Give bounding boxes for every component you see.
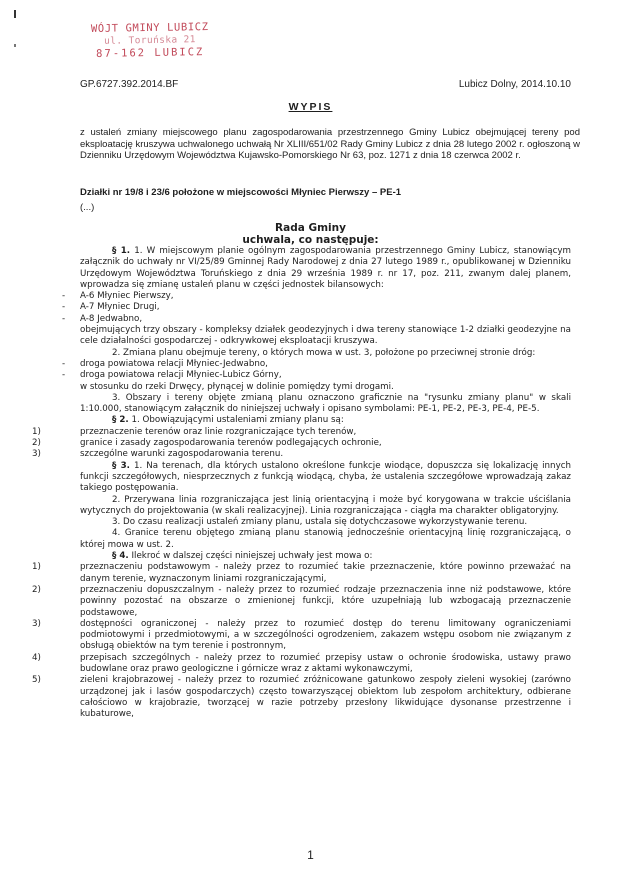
office-stamp — [80, 21, 221, 60]
list-number: 2) — [32, 438, 41, 449]
list-item — [0, 562, 621, 585]
list-item — [0, 438, 621, 449]
list-item-text: szczególne warunki zagospodarowania terenu. — [80, 449, 284, 460]
list-item-text: A-8 Jedwabno, — [80, 313, 143, 324]
list-number: 4) — [32, 652, 41, 663]
list-number: 1) — [32, 562, 41, 573]
list-item — [0, 359, 621, 370]
list-item-text: przeznaczenie terenów oraz linie rozgraniczające tych terenów, — [80, 426, 357, 437]
list-item — [0, 585, 621, 619]
list-item-text: przepisach szczególnych - należy przez to rozumieć przepisy ustaw o ochronie środowiska, ustawy prawo budowlane oraz prawo geologiczne i górnicze wraz z aktami wykonawczymi, — [80, 652, 571, 674]
dash-marker: - — [62, 291, 66, 302]
section-4-paragraph — [0, 551, 621, 562]
section-1-paragraph — [0, 246, 621, 291]
intro-paragraph: z ustaleń zmiany miejscowego planu zagospodarowania przestrzennego Gminy Lubicz obejmującej tereny pod eksploatację kruszywa uchwalonego uchwałą Nr XLIII/651/02 Rady Gminy Lubicz z dnia 28 lutego 2002 r. ogłoszoną w Dzienniku Urzędowym Województwa Kujawsko-Pomorskiego Nr 63, poz. 1271 z dnia 18 czerwca 2002 r. — [80, 127, 580, 161]
section-text: 1. Na terenach, dla których ustalono określone funkcje wiodące, dopuszcza się lokalizację innych funkcji szczegółowych, niesprzecznych z funkcją wiodącą, chyba, że ustalenia szczegółowe wprowadzają zakaz takiego postępowania. — [80, 460, 571, 494]
section-text: Ilekroć w dalszej części niniejszej uchwały jest mowa o: — [128, 551, 373, 562]
list-item-text: granice i zasady zagospodarowania terenów podlegających ochronie, — [80, 438, 382, 449]
stamp-line-2: ul. Toruńska 21 — [104, 34, 196, 47]
paragraph: obejmujących trzy obszary - kompleksy działek geodezyjnych i dwa tereny stanowiące 1-2 działki geodezyjne na cele działalności gospodarczej - odkrywkowej eksploatacji kruszywa. — [80, 325, 571, 347]
list-item-text: dostępności ograniczonej - należy przez to rozumieć dostęp do terenu limitowany ograniczeniami podmiotowymi i przedmiotowymi, a w szczególności ogrodzeniem, zakazem wstępu osobom nie związanym z obsługą obiektów na tym terenie i postronnym, — [80, 618, 571, 652]
list-item-text: A-6 Młyniec Pierwszy, — [80, 291, 174, 302]
list-item-text: zieleni krajobrazowej - należy przez to rozumieć zróżnicowane gatunkowo zespoły zieleni wysokiej (zarówno urządzonej jak i lasów gospodarczych) często towarzyszącej obiektom lub zespołom architektury, odbierane całościowo w krajobrazie, tworzącej w razie potrzeby przesłony likwidujące dysonanse przestrzenne i kubaturowe, — [80, 675, 571, 720]
list-item — [0, 291, 621, 302]
margin-mark — [14, 10, 16, 18]
plots-heading: Działki nr 19/8 i 23/6 położone w miejscowości Młyniec Pierwszy – PE-1 — [80, 187, 402, 198]
paragraph: 2. Przerywana linia rozgraniczająca jest linią orientacyjną i może być korygowana w trakcie uściślania wytycznych do projektowania (w skali realizacyjnej). Linia rozgraniczająca - ciągła ma charakter obligatoryjny. — [80, 494, 571, 516]
dash-marker: - — [62, 313, 66, 324]
section-sign: § 3. — [112, 460, 130, 471]
paragraph: 3. Do czasu realizacji ustaleń zmiany planu, ustala się dotychczasowe wykorzystywanie terenu. — [112, 517, 528, 528]
resolution-body — [0, 246, 621, 720]
list-number: 3) — [32, 618, 41, 629]
list-item-text: droga powiatowa relacji Młyniec-Lubicz Górny, — [80, 370, 282, 381]
list-item — [0, 427, 621, 438]
list-item — [0, 370, 621, 381]
section-3-paragraph — [0, 461, 621, 495]
omission-mark: (...) — [80, 202, 95, 213]
list-item-text: A-7 Młyniec Drugi, — [80, 302, 160, 313]
list-item-text: droga powiatowa relacji Młyniec-Jedwabno, — [80, 358, 268, 369]
paragraph: 2. Zmiana planu obejmuje tereny, o których mowa w ust. 3, położone po przeciwnej stronie dróg: — [112, 347, 536, 358]
list-item — [0, 449, 621, 460]
list-item — [0, 675, 621, 720]
section-sign: § 1. — [112, 246, 131, 256]
stamp-line-3: 87-162 LUBICZ — [96, 46, 205, 60]
resolution-heading: Rada Gminy — [275, 222, 346, 234]
dash-marker: - — [62, 358, 66, 369]
place-date: Lubicz Dolny, 2014.10.10 — [458, 79, 571, 90]
section-2-paragraph — [0, 415, 621, 426]
list-item-text: przeznaczeniu dopuszczalnym - należy przez to rozumieć rodzaje przeznaczenia inne niż podstawowe, które powinny pozostać na obszarze o zmienionej funkcji, które uzupełniają lub wzbogacają przeznaczenie podstawowe, — [80, 584, 571, 618]
list-item — [0, 314, 621, 325]
list-item — [0, 302, 621, 313]
document-title: WYPIS — [288, 101, 333, 113]
dash-marker: - — [62, 302, 66, 313]
list-item — [0, 653, 621, 676]
list-number: 5) — [32, 675, 41, 686]
paragraph: 4. Granice terenu objętego zmianą planu stanowią jednocześnie orientacyjną linię rozgraniczającą, o której mowa w ust. 2. — [80, 528, 571, 550]
margin-mark — [14, 44, 16, 47]
list-item-text: przeznaczeniu podstawowym - należy przez to rozumieć takie przeznaczenie, które powinno przeważać na danym terenie, wyznaczonym liniami rozgraniczającymi, — [80, 562, 571, 584]
list-number: 3) — [32, 449, 41, 460]
section-text: 1. Obowiązującymi ustaleniami zmiany planu są: — [128, 415, 344, 426]
resolution-subheading: uchwala, co następuje: — [242, 234, 379, 246]
reference-number: GP.6727.392.2014.BF — [80, 79, 179, 90]
section-sign: § 2. — [112, 415, 129, 426]
paragraph: 3. Obszary i tereny objęte zmianą planu oznaczono graficznie na "rysunku zmiany planu" w skali 1:10.000, stanowiącym załącznik do niniejszej uchwały i opisano symbolami: PE-1, PE-2, PE-3, PE-4, PE-5. — [80, 392, 571, 415]
list-number: 2) — [32, 584, 41, 595]
page-number: 1 — [307, 848, 314, 862]
list-item — [0, 619, 621, 653]
section-text: 1. W miejscowym planie ogólnym zagospodarowania przestrzennego Gminy Lubicz, stanowiącym załącznik do uchwały nr VI/25/89 Gminnej Rady Narodowej z dnia 27 lutego 1989 r., opublikowanej w Dzienniku Urzędowym Województwa Toruńskiego z dnia 29 września 1989 r. nr 17, poz. 211, zwanym dalej planem, wprowadza się zmianę ustaleń planu w części jednostek bilansowych: — [80, 246, 571, 290]
dash-marker: - — [62, 370, 66, 381]
paragraph: w stosunku do rzeki Drwęcy, płynącej w dolinie pomiędzy tymi drogami. — [80, 381, 394, 392]
section-sign: § 4. — [112, 551, 129, 562]
list-number: 1) — [32, 426, 41, 437]
stamp-line-1: WÓJT GMINY LUBICZ — [90, 20, 209, 36]
